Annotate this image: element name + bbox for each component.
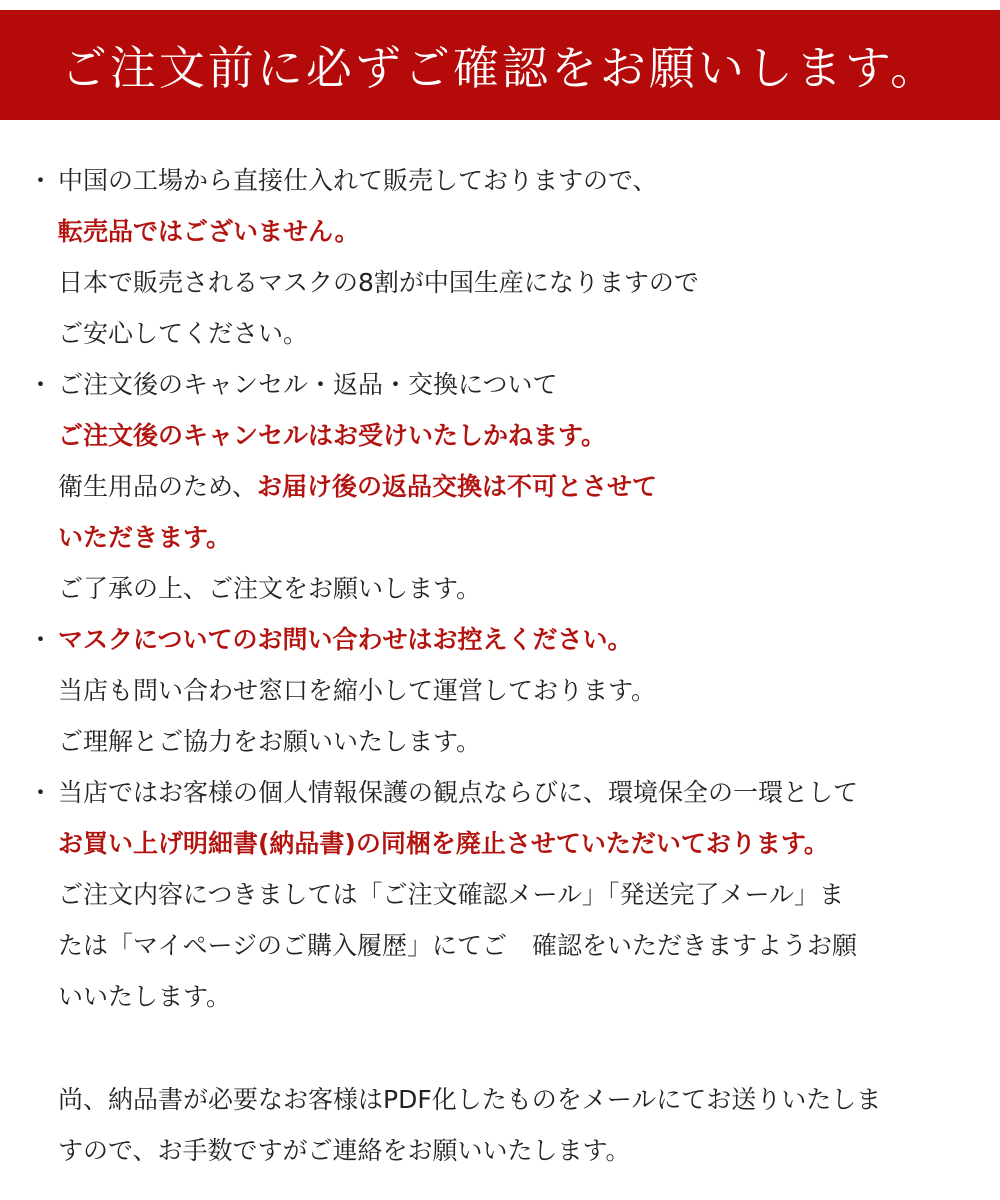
returns-highlight-cont-line	[28, 512, 978, 563]
inquiries-highlight: マスクについてのお問い合わせはお控えください。	[58, 625, 633, 654]
cancellation-highlight-line	[28, 410, 978, 461]
notice-item-cancellation	[28, 359, 978, 410]
origin-assurance-line	[28, 308, 978, 359]
cancellation-highlight: ご注文後のキャンセルはお受けいたしかねます。	[58, 421, 607, 450]
invoice-intro: 当店ではお客様の個人情報保護の観点ならびに、環境保全の一環として	[58, 778, 859, 807]
invoice-detail-2: たは「マイページのご購入履歴」にてご 確認をいただきますようお願	[58, 931, 858, 960]
returns-reason: 衛生用品のため、	[58, 472, 258, 501]
notice-item-invoice	[28, 767, 978, 818]
footer-note-1: 尚、納品書が必要なお客様はPDF化したものをメールにてお送りいたしま	[58, 1085, 882, 1114]
origin-text: 中国の工場から直接仕入れて販売しておりますので、	[58, 166, 658, 195]
invoice-detail-1: ご注文内容につきましては「ご注文確認メール」「発送完了メール」ま	[58, 880, 845, 909]
page-title: ご注文前に必ずご確認をお願いします。	[60, 41, 940, 95]
cancellation-heading: ご注文後のキャンセル・返品・交換について	[58, 370, 558, 399]
invoice-detail-line-2	[28, 920, 978, 971]
invoice-detail-line-1	[28, 869, 978, 920]
origin-detail-line	[28, 257, 978, 308]
invoice-highlight-line	[28, 818, 978, 869]
origin-highlight-line	[28, 206, 978, 257]
returns-highlight: お届け後の返品交換は不可とさせて	[257, 472, 658, 501]
footer-note-2: すので、お手数ですがご連絡をお願いいたします。	[58, 1136, 631, 1165]
invoice-detail-3: いいたします。	[58, 982, 232, 1011]
spacer	[28, 1022, 978, 1074]
footer-note-line-2	[28, 1125, 978, 1176]
header-banner	[0, 10, 1000, 120]
origin-highlight: 転売品ではございません。	[58, 217, 360, 246]
inquiries-detail: 当店も問い合わせ窓口を縮小して運営しております。	[58, 676, 657, 705]
cancellation-request: ご了承の上、ご注文をお願いします。	[58, 574, 482, 603]
inquiries-request: ご理解とご協力をお願いいたします。	[58, 727, 482, 756]
notice-body	[28, 155, 978, 1176]
returns-line	[28, 461, 978, 512]
origin-detail: 日本で販売されるマスクの8割が中国生産になりますので	[58, 268, 699, 297]
notice-item-origin	[28, 155, 978, 206]
footer-note-line-1	[28, 1074, 978, 1125]
inquiries-request-line	[28, 716, 978, 767]
notice-item-inquiries	[28, 614, 978, 665]
origin-assurance: ご安心してください。	[58, 319, 309, 348]
invoice-highlight: お買い上げ明細書(納品書)の同梱を廃止させていただいております。	[58, 829, 829, 858]
returns-highlight-cont: いただきます。	[58, 523, 232, 552]
invoice-detail-line-3	[28, 971, 978, 1022]
inquiries-detail-line	[28, 665, 978, 716]
cancellation-request-line	[28, 563, 978, 614]
